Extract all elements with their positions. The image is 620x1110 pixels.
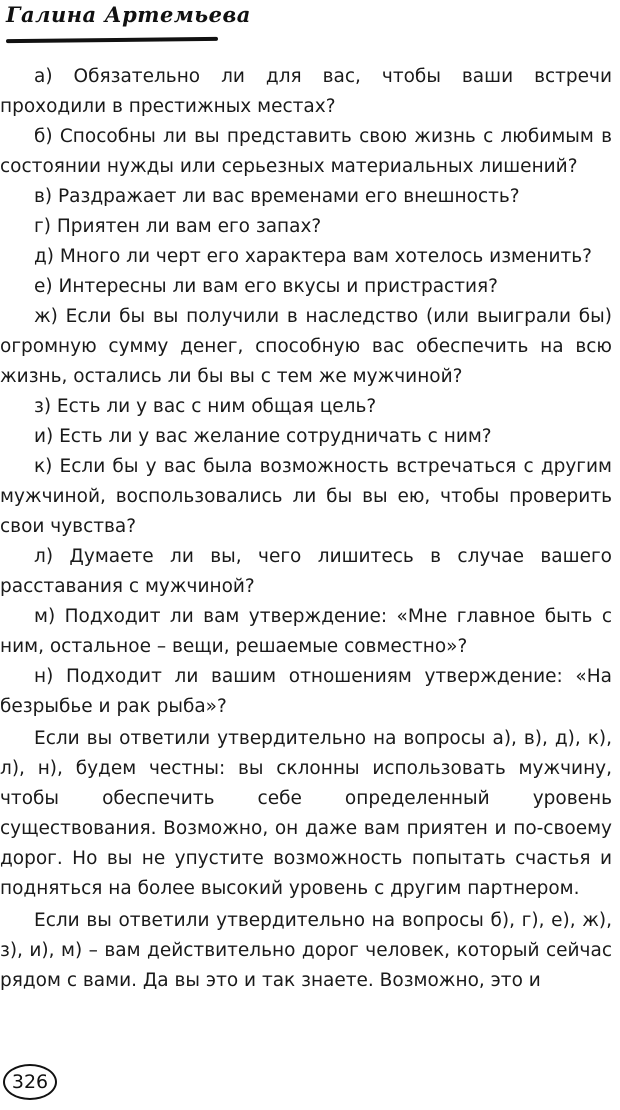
question-n: н) Подходит ли вашим отношениям утверждение: «На безрыбье и рак рыба»? — [0, 666, 612, 717]
author-name: Галина Артемьева — [6, 2, 251, 27]
result-paragraph-1: Если вы ответили утвердительно на вопросы а), в), д), к), л), н), будем честны: вы склонны использовать мужчину, чтобы обеспечить себе определенный уровень существования. Возможно, он даже вам приятен и по-своему дорог. Но вы не упустите возможность попытать счастья и подняться на более высокий уровень с другим партнером. — [0, 728, 612, 899]
question-i: и) Есть ли у вас желание сотрудничать с ним? — [34, 426, 492, 447]
running-header — [6, 2, 266, 50]
result-paragraph-2: Если вы ответили утвердительно на вопросы б), г), е), ж), з), и), м) – вам действительно дорог человек, который сейчас рядом с вами. Да вы это и так знаете. Возможно, это и — [0, 910, 612, 991]
question-b: б) Способны ли вы представить свою жизнь с любимым в состоянии нужды или серьезных материальных лишений? — [0, 126, 612, 177]
question-k: к) Если бы у вас была возможность встречаться с другим мужчиной, воспользовались ли бы вы ею, чтобы проверить свои чувства? — [0, 456, 612, 537]
question-m: м) Подходит ли вам утверждение: «Мне главное быть с ним, остальное – вещи, решаемые совместно»? — [0, 606, 612, 657]
page-number: 326 — [3, 1064, 57, 1100]
question-e: е) Интересны ли вам его вкусы и пристрастия? — [34, 276, 498, 297]
question-g: г) Приятен ли вам его запах? — [34, 216, 322, 237]
question-l: л) Думаете ли вы, чего лишитесь в случае вашего расставания с мужчиной? — [0, 546, 612, 597]
question-v: в) Раздражает ли вас временами его внешность? — [34, 186, 520, 207]
question-a: а) Обязательно ли для вас, чтобы ваши встречи проходили в престижных местах? — [0, 66, 612, 117]
question-zh: ж) Если бы вы получили в наследство (или выиграли бы) огромную сумму денег, способную вас обеспечить на всю жизнь, остались ли бы вы с тем же мужчиной? — [0, 306, 612, 387]
question-z: з) Есть ли у вас с ним общая цель? — [34, 396, 377, 417]
question-d: д) Много ли черт его характера вам хотелось изменить? — [34, 246, 592, 267]
page-body — [0, 62, 612, 996]
header-underline — [6, 37, 218, 43]
